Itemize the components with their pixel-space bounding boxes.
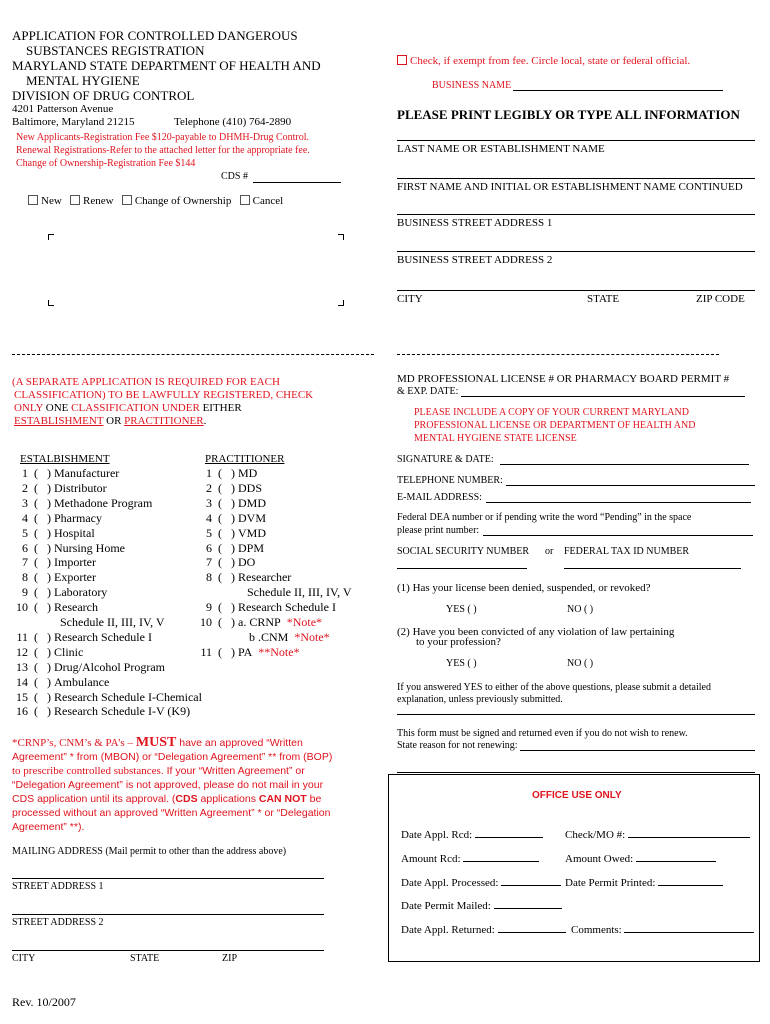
establishment-item-number: 14 bbox=[16, 674, 28, 689]
mailing-city-state-zip-field[interactable] bbox=[12, 950, 324, 951]
state-label: STATE bbox=[587, 293, 620, 305]
practitioner-item bbox=[196, 466, 257, 481]
mailing-street1-label: STREET ADDRESS 1 bbox=[12, 881, 104, 892]
establishment-item-checkbox[interactable]: ( ) bbox=[28, 629, 54, 644]
form-title-line2: SUBSTANCES REGISTRATION bbox=[26, 43, 205, 58]
date-mailed-field[interactable] bbox=[494, 898, 562, 909]
signature-label: SIGNATURE & DATE: bbox=[397, 454, 494, 465]
license-copy-note2: PROFESSIONAL LICENSE OR DEPARTMENT OF HEALTH AND bbox=[414, 420, 696, 431]
practitioner-item bbox=[196, 615, 322, 630]
q2-yes[interactable]: YES ( ) bbox=[446, 658, 477, 669]
fee-change: Change of Ownership-Registration Fee $144 bbox=[16, 158, 196, 169]
establishment-item-number: 13 bbox=[16, 659, 28, 674]
practitioner-item bbox=[196, 645, 300, 660]
establishment-item-label: Laboratory bbox=[54, 585, 108, 600]
business-name-field[interactable] bbox=[513, 90, 723, 91]
last-name-label: LAST NAME OR ESTABLISHMENT NAME bbox=[397, 143, 605, 155]
establishment-item bbox=[12, 526, 95, 541]
separate-app-line2: CLASSIFICATION) TO BE LAWFULLY REGISTERED, CHECK bbox=[14, 389, 314, 401]
practitioner-item-note: **Note* bbox=[258, 644, 300, 659]
practitioner-item-number: 2 bbox=[206, 480, 212, 495]
establishment-item bbox=[60, 615, 165, 630]
amount-owed-field[interactable] bbox=[636, 851, 716, 862]
mailing-zip-label: ZIP bbox=[222, 953, 237, 964]
practitioner-item-checkbox[interactable]: ( ) bbox=[212, 510, 238, 525]
application-type-options bbox=[28, 195, 283, 207]
establishment-item-label: Methadone Program bbox=[54, 495, 153, 510]
establishment-header: ESTALBISHMENT bbox=[20, 453, 110, 465]
practitioner-item bbox=[249, 630, 330, 645]
ssn-or: or bbox=[545, 546, 554, 557]
establishment-item-label: Clinic bbox=[54, 644, 84, 659]
practitioner-item-label: Researcher bbox=[238, 570, 292, 585]
crnp-note-line3: to prescribe controlled substances. If your “Written Agreement” or bbox=[12, 765, 305, 777]
practitioner-item-checkbox[interactable]: ( ) bbox=[212, 525, 238, 540]
first-name-label: FIRST NAME AND INITIAL OR ESTABLISHMENT NAME CONTINUED bbox=[397, 181, 743, 193]
establishment-item-label: Manufacturer bbox=[54, 466, 120, 480]
ssn-label: SOCIAL SECURITY NUMBER bbox=[397, 546, 530, 557]
amount-rcd-field[interactable] bbox=[463, 851, 539, 862]
establishment-item-label: Research Schedule I bbox=[54, 629, 152, 644]
practitioner-item-checkbox[interactable]: ( ) bbox=[212, 644, 238, 659]
practitioner-item-number: 10 bbox=[200, 615, 212, 629]
business-name-label: BUSINESS NAME bbox=[432, 80, 512, 91]
explanation-field[interactable] bbox=[397, 714, 755, 715]
establishment-item-number: 7 bbox=[22, 555, 28, 570]
checkbox-renew[interactable]: Renew bbox=[70, 195, 114, 207]
revision-label: Rev. 10/2007 bbox=[12, 995, 76, 1009]
zip-label: ZIP CODE bbox=[696, 293, 745, 305]
explanation-note2: explanation, unless previously submitted. bbox=[397, 694, 563, 705]
establishment-item-label: Nursing Home bbox=[54, 540, 125, 555]
license-copy-note1: PLEASE INCLUDE A COPY OF YOUR CURRENT MARYLAND bbox=[414, 407, 689, 418]
establishment-item bbox=[12, 466, 119, 481]
establishment-item bbox=[12, 585, 107, 600]
practitioner-item-checkbox[interactable]: ( ) bbox=[212, 466, 238, 480]
date-returned-row: Date Appl. Returned: bbox=[401, 922, 566, 936]
establishment-item-number: 16 bbox=[16, 704, 28, 719]
email-label: E-MAIL ADDRESS: bbox=[397, 492, 482, 503]
establishment-item-checkbox[interactable]: ( ) bbox=[28, 570, 54, 585]
city-state-zip-field[interactable] bbox=[397, 290, 755, 291]
practitioner-item bbox=[196, 570, 291, 585]
fee-renewal: Renewal Registrations-Refer to the attached letter for the appropriate fee. bbox=[16, 145, 310, 156]
establishment-item-checkbox[interactable]: ( ) bbox=[28, 510, 54, 525]
establishment-item-number: 10 bbox=[16, 600, 28, 615]
establishment-item-number: 12 bbox=[16, 644, 28, 659]
establishment-item-checkbox[interactable]: ( ) bbox=[28, 644, 54, 659]
establishment-item-checkbox[interactable]: ( ) bbox=[28, 540, 54, 555]
establishment-item-checkbox[interactable]: ( ) bbox=[28, 555, 54, 570]
practitioner-item-label: a. CRNP bbox=[238, 615, 281, 629]
establishment-item-checkbox[interactable]: ( ) bbox=[28, 674, 54, 689]
exempt-checkbox[interactable]: Check, if exempt from fee. Circle local, state or federal official. bbox=[397, 55, 690, 67]
street1-label: BUSINESS STREET ADDRESS 1 bbox=[397, 217, 553, 229]
practitioner-item-number: 3 bbox=[206, 495, 212, 510]
address-line1: 4201 Patterson Avenue bbox=[12, 103, 114, 115]
separate-app-line3: ONLY ONE CLASSIFICATION UNDER EITHER bbox=[14, 402, 242, 414]
fee-new: New Applicants-Registration Fee $120-payable to DHMH-Drug Control. bbox=[16, 132, 310, 143]
print-legibly-heading: PLEASE PRINT LEGIBLY OR TYPE ALL INFORMATION bbox=[397, 107, 740, 122]
window-corner-top-right bbox=[338, 234, 344, 240]
mailing-street1-field[interactable] bbox=[12, 878, 324, 879]
establishment-item-label: Research Schedule I-V (K9) bbox=[54, 704, 191, 719]
practitioner-item bbox=[196, 555, 255, 570]
date-processed-field[interactable] bbox=[501, 875, 561, 886]
telephone: Telephone (410) 764-2890 bbox=[174, 116, 292, 128]
cut-line-right bbox=[397, 354, 719, 355]
office-use-box bbox=[388, 774, 760, 962]
crnp-note-line1: *CRNP’s, CNM’s & PA’s – MUST have an approved “Written bbox=[12, 735, 303, 750]
establishment-item-number: 8 bbox=[22, 570, 28, 585]
practitioner-item-label: Research Schedule I bbox=[238, 600, 336, 615]
practitioner-item-label: Schedule II, III, IV, V bbox=[247, 585, 352, 600]
ssn-field[interactable] bbox=[397, 568, 527, 569]
practitioner-item-label: DO bbox=[238, 555, 256, 570]
establishment-item bbox=[12, 496, 152, 511]
establishment-item-number: 3 bbox=[22, 495, 28, 510]
q1-no[interactable]: NO ( ) bbox=[567, 604, 594, 615]
practitioner-item-label: PA bbox=[238, 644, 253, 659]
crnp-note-line5: CDS application until its approval. (CDS applications CAN NOT be bbox=[12, 793, 322, 805]
window-corner-top-left bbox=[48, 234, 54, 240]
practitioner-item-label: DPM bbox=[238, 540, 265, 555]
establishment-item-number: 2 bbox=[22, 480, 28, 495]
establishment-item-checkbox[interactable]: ( ) bbox=[28, 466, 54, 480]
separate-app-line4: ESTABLISHMENT OR PRACTITIONER. bbox=[14, 415, 207, 427]
practitioner-item-number: 5 bbox=[206, 525, 212, 540]
establishment-item-label: Pharmacy bbox=[54, 510, 102, 525]
question2-line1: (2) Have you been convicted of any violation of law pertaining bbox=[397, 626, 675, 638]
establishment-item-number: 4 bbox=[22, 510, 28, 525]
practitioner-item-label: DVM bbox=[238, 510, 267, 525]
window-corner-bottom-right bbox=[338, 300, 344, 306]
establishment-item bbox=[12, 630, 152, 645]
practitioner-item-checkbox[interactable]: ( ) bbox=[212, 600, 238, 615]
practitioner-item-label: MD bbox=[238, 466, 258, 480]
establishment-item-label: Schedule II, III, IV, V bbox=[60, 615, 165, 629]
comments-row: Comments: bbox=[571, 922, 754, 936]
establishment-item-checkbox[interactable]: ( ) bbox=[28, 704, 54, 719]
establishment-item-checkbox[interactable]: ( ) bbox=[28, 480, 54, 495]
establishment-item-label: Research Schedule I-Chemical bbox=[54, 689, 202, 704]
establishment-item bbox=[12, 600, 98, 615]
establishment-item-label: Distributor bbox=[54, 480, 107, 495]
renew-note1: This form must be signed and returned even if you do not wish to renew. bbox=[397, 728, 688, 739]
establishment-item-number: 6 bbox=[22, 540, 28, 555]
practitioner-item-note: *Note* bbox=[294, 629, 330, 644]
establishment-item-number: 11 bbox=[16, 629, 28, 644]
date-processed-row: Date Appl. Processed: bbox=[401, 875, 561, 889]
establishment-item bbox=[12, 660, 165, 675]
dea-label-line1: Federal DEA number or if pending write the word “Pending” in the space bbox=[397, 512, 692, 523]
practitioner-item bbox=[196, 496, 266, 511]
establishment-item-checkbox[interactable]: ( ) bbox=[28, 659, 54, 674]
license-label: MD PROFESSIONAL LICENSE # OR PHARMACY BOARD PERMIT # bbox=[397, 373, 730, 385]
telephone-label: TELEPHONE NUMBER: bbox=[397, 475, 503, 486]
crnp-note-line7: Agreement” **). bbox=[12, 821, 85, 833]
dea-field[interactable] bbox=[483, 535, 753, 536]
date-appl-rcd-field[interactable] bbox=[475, 827, 543, 838]
establishment-item bbox=[12, 511, 102, 526]
establishment-item bbox=[12, 645, 83, 660]
establishment-item-label: Exporter bbox=[54, 570, 96, 585]
email-field[interactable] bbox=[486, 502, 751, 503]
establishment-item-number: 1 bbox=[22, 466, 28, 480]
establishment-item-checkbox[interactable]: ( ) bbox=[28, 689, 54, 704]
establishment-item-checkbox[interactable]: ( ) bbox=[28, 525, 54, 540]
check-mo-row: Check/MO #: bbox=[565, 827, 750, 841]
renew-note2: State reason for not renewing: bbox=[397, 740, 518, 751]
city-label: CITY bbox=[397, 293, 423, 305]
crnp-note-line6: processed without an approved “Written Agreement” * or “Delegation bbox=[12, 807, 331, 819]
department-line2: MENTAL HYGIENE bbox=[26, 73, 140, 88]
establishment-item-number: 5 bbox=[22, 525, 28, 540]
cds-field[interactable] bbox=[253, 182, 341, 183]
practitioner-item-label: DMD bbox=[238, 495, 267, 510]
practitioner-item-checkbox[interactable]: ( ) bbox=[212, 540, 238, 555]
establishment-item-number: 9 bbox=[22, 585, 28, 600]
last-name-field[interactable] bbox=[397, 140, 755, 141]
checkbox-change-ownership[interactable]: Change of Ownership bbox=[122, 195, 232, 207]
renew-reason-field[interactable] bbox=[520, 750, 755, 751]
tax-id-field[interactable] bbox=[564, 568, 741, 569]
mailing-street2-label: STREET ADDRESS 2 bbox=[12, 917, 104, 928]
mailing-city-label: CITY bbox=[12, 953, 36, 964]
establishment-item bbox=[12, 555, 96, 570]
street1-field[interactable] bbox=[397, 214, 755, 215]
practitioner-item-checkbox[interactable]: ( ) bbox=[212, 615, 238, 629]
practitioner-item bbox=[247, 585, 352, 600]
practitioner-item-checkbox[interactable]: ( ) bbox=[212, 555, 238, 570]
practitioner-item bbox=[196, 511, 266, 526]
practitioner-item-label: VMD bbox=[238, 525, 267, 540]
question2-line2: to your profession? bbox=[416, 636, 501, 648]
establishment-item-number: 15 bbox=[16, 689, 28, 704]
date-returned-field[interactable] bbox=[498, 922, 566, 933]
q1-yes[interactable]: YES ( ) bbox=[446, 604, 477, 615]
establishment-item-label: Hospital bbox=[54, 525, 95, 540]
checkbox-new[interactable]: New bbox=[28, 195, 62, 207]
question1: (1) Has your license been denied, suspended, or revoked? bbox=[397, 582, 651, 594]
establishment-item-label: Drug/Alcohol Program bbox=[54, 659, 165, 674]
date-mailed-row: Date Permit Mailed: bbox=[401, 898, 562, 912]
practitioner-item-note: *Note* bbox=[286, 615, 323, 629]
establishment-item-checkbox[interactable]: ( ) bbox=[28, 495, 54, 510]
practitioner-item-label: DDS bbox=[238, 480, 263, 495]
establishment-item bbox=[12, 690, 202, 705]
practitioner-item-checkbox[interactable]: ( ) bbox=[212, 570, 238, 585]
department-line1: MARYLAND STATE DEPARTMENT OF HEALTH AND bbox=[12, 58, 321, 73]
practitioner-item-number: 11 bbox=[200, 644, 212, 659]
practitioner-item-number: 6 bbox=[206, 540, 212, 555]
establishment-item-label: Research bbox=[54, 600, 98, 615]
establishment-item bbox=[12, 541, 125, 556]
practitioner-item-number: 8 bbox=[206, 570, 212, 585]
mailing-street2-field[interactable] bbox=[12, 914, 324, 915]
street2-field[interactable] bbox=[397, 251, 755, 252]
q2-no[interactable]: NO ( ) bbox=[567, 658, 594, 669]
renew-reason-field-2[interactable] bbox=[397, 772, 755, 773]
establishment-item bbox=[12, 570, 96, 585]
mailing-state-label: STATE bbox=[130, 953, 160, 964]
practitioner-item bbox=[196, 481, 262, 496]
crnp-note-line2: Agreement” * from (MBON) or “Delegation Agreement” ** from (BOP) bbox=[12, 751, 333, 763]
date-printed-row: Date Permit Printed: bbox=[565, 875, 723, 889]
checkbox-cancel[interactable]: Cancel bbox=[240, 195, 284, 207]
practitioner-item-number: 9 bbox=[206, 600, 212, 615]
signature-field[interactable] bbox=[500, 464, 749, 465]
crnp-note-line4: “Delegation Agreement” is not approved, please do not mail in your bbox=[12, 779, 324, 791]
separate-app-line1: (A SEPARATE APPLICATION IS REQUIRED FOR EACH bbox=[12, 376, 280, 388]
exp-date-label: & EXP. DATE: bbox=[397, 386, 459, 397]
license-field[interactable] bbox=[461, 396, 745, 397]
practitioner-item bbox=[196, 541, 264, 556]
practitioner-item bbox=[196, 600, 336, 615]
tax-id-label: FEDERAL TAX ID NUMBER bbox=[564, 546, 690, 557]
comments-field[interactable] bbox=[624, 922, 754, 933]
division-name: DIVISION OF DRUG CONTROL bbox=[12, 88, 195, 103]
practitioner-item-number: 4 bbox=[206, 510, 212, 525]
practitioner-item-number: 1 bbox=[206, 466, 212, 480]
check-mo-field[interactable] bbox=[628, 827, 750, 838]
establishment-item bbox=[12, 675, 109, 690]
date-appl-rcd-row: Date Appl. Rcd: bbox=[401, 827, 543, 841]
practitioner-item-label: b .CNM bbox=[249, 629, 289, 644]
practitioner-item-number: 7 bbox=[206, 555, 212, 570]
establishment-item-label: Importer bbox=[54, 555, 96, 570]
cut-line-left bbox=[12, 354, 374, 355]
dea-label-line2: please print number: bbox=[397, 525, 480, 536]
establishment-item-checkbox[interactable]: ( ) bbox=[28, 585, 54, 600]
establishment-item-label: Ambulance bbox=[54, 674, 110, 689]
amount-rcd-row: Amount Rcd: bbox=[401, 851, 539, 865]
practitioner-item-checkbox[interactable]: ( ) bbox=[212, 480, 238, 495]
first-name-field[interactable] bbox=[397, 178, 755, 179]
cds-label: CDS # bbox=[221, 171, 248, 182]
establishment-item bbox=[12, 704, 190, 719]
amount-owed-row: Amount Owed: bbox=[565, 851, 716, 865]
form-title-line1: APPLICATION FOR CONTROLLED DANGEROUS bbox=[12, 28, 298, 43]
date-printed-field[interactable] bbox=[658, 875, 723, 886]
window-corner-bottom-left bbox=[48, 300, 54, 306]
office-use-title: OFFICE USE ONLY bbox=[532, 790, 622, 801]
license-copy-note3: MENTAL HYGIENE STATE LICENSE bbox=[414, 433, 577, 444]
address-line2: Baltimore, Maryland 21215 bbox=[12, 116, 135, 128]
practitioner-header: PRACTITIONER bbox=[205, 453, 285, 465]
practitioner-item-checkbox[interactable]: ( ) bbox=[212, 495, 238, 510]
street2-label: BUSINESS STREET ADDRESS 2 bbox=[397, 254, 553, 266]
establishment-item bbox=[12, 481, 107, 496]
telephone-field[interactable] bbox=[506, 485, 755, 486]
practitioner-item bbox=[196, 526, 266, 541]
mailing-address-label: MAILING ADDRESS (Mail permit to other than the address above) bbox=[12, 846, 287, 857]
explanation-note1: If you answered YES to either of the above questions, please submit a detailed bbox=[397, 682, 711, 693]
establishment-item-checkbox[interactable]: ( ) bbox=[28, 600, 54, 615]
